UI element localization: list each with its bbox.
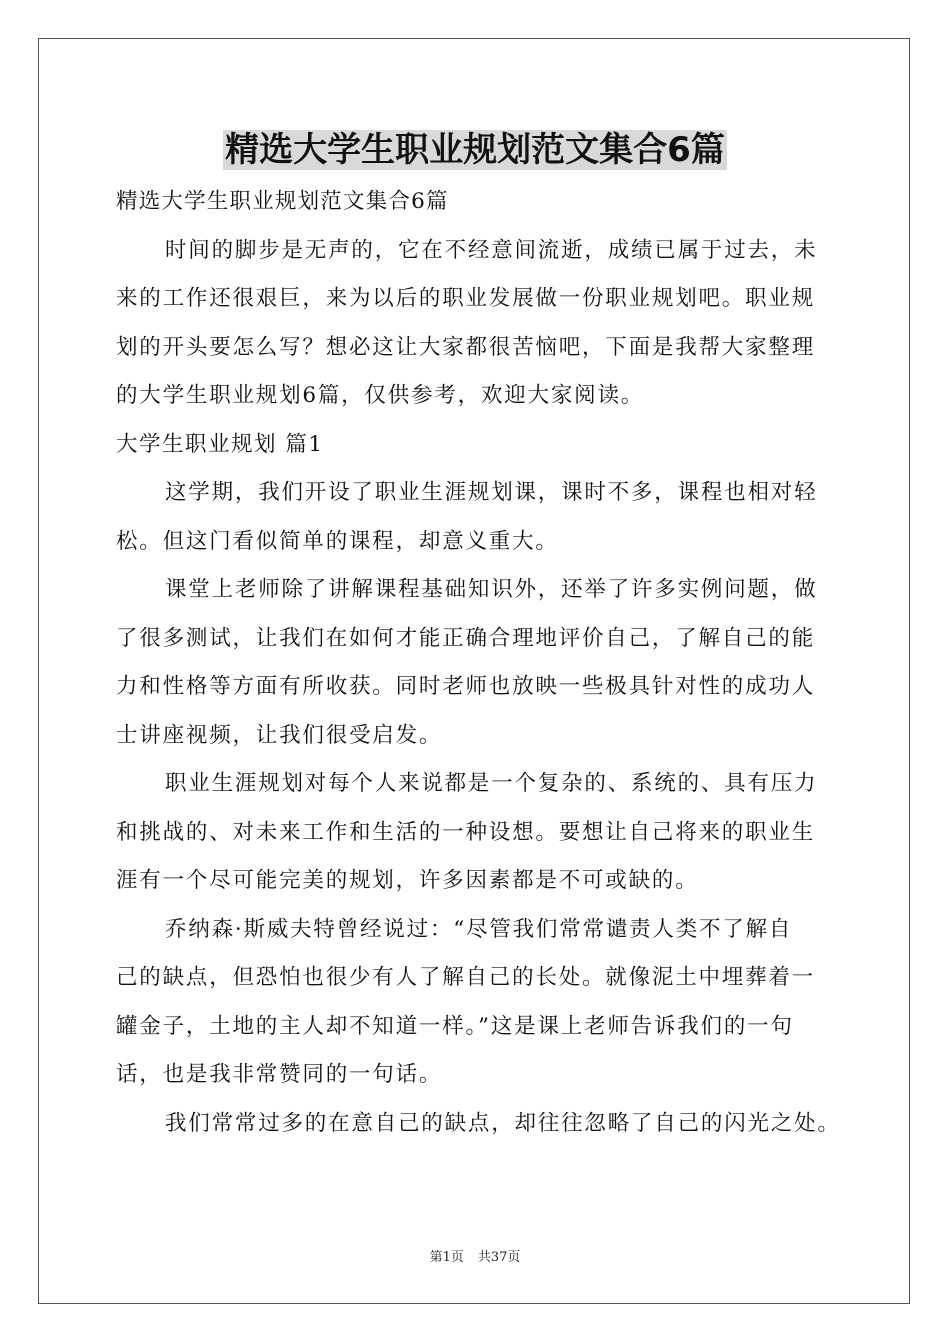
text-line: 力和性格等方面有所收获。同时老师也放映一些极具针对性的成功人 — [116, 674, 816, 699]
page-total: 共37页 — [477, 1250, 521, 1265]
paragraph-2 — [116, 566, 856, 760]
text-line: 罐金子，土地的主人却不知道一样。”这是课上老师告诉我们的一句 — [116, 1013, 794, 1039]
document-subtitle: 精选大学生职业规划范文集合6篇 — [116, 189, 449, 214]
intro-paragraph — [116, 227, 856, 421]
text-line: 划的开头要怎么写？想必这让大家都很苦恼吧，下面是我帮大家整理 — [116, 334, 816, 360]
section-heading: 大学生职业规划 篇1 — [116, 431, 324, 457]
text-line: 时间的脚步是无声的，它在不经意间流逝，成绩已属于过去，未 — [165, 237, 818, 263]
text-line: 我们常常过多的在意自己的缺点，却往往忽略了自己的闪光之处。 — [165, 1110, 841, 1136]
text-line: 士讲座视频，让我们很受启发。 — [116, 722, 443, 748]
text-line: 和挑战的、对未来工作和生活的一种设想。要想让自己将来的职业生 — [116, 819, 816, 845]
document-body — [116, 178, 856, 1148]
text-line: 乔纳森·斯威夫特曾经说过：“尽管我们常常谴责人类不了解自 — [165, 916, 793, 942]
text-line: 这学期，我们开设了职业生涯规划课，课时不多，课程也相对轻 — [165, 480, 818, 505]
text-line: 松。但这门看似简单的课程，却意义重大。 — [116, 528, 559, 554]
text-line: 涯有一个尽可能完美的规划，许多因素都是不可或缺的。 — [116, 868, 699, 893]
paragraph-5 — [116, 1100, 856, 1149]
paragraph-4 — [116, 906, 856, 1100]
text-line: 的大学生职业规划6篇，仅供参考，欢迎大家阅读。 — [116, 383, 645, 408]
page-footer — [0, 1246, 950, 1265]
text-line: 课堂上老师除了讲解课程基础知识外，还举了许多实例问题，做 — [165, 577, 818, 602]
page-number: 第1页 — [429, 1250, 464, 1265]
text-line: 己的缺点，但恐怕也很少有人了解自己的长处。就像泥土中埋葬着一 — [116, 965, 816, 990]
paragraph-1 — [116, 469, 856, 566]
text-line: 了很多测试，让我们在如何才能正确合理地评价自己，了解自己的能 — [116, 625, 816, 651]
text-line: 来的工作还很艰巨，来为以后的职业发展做一份职业规划吧。职业规 — [116, 286, 816, 311]
paragraph-3 — [116, 760, 856, 906]
text-line: 话，也是我非常赞同的一句话。 — [116, 1062, 443, 1087]
text-line: 职业生涯规划对每个人来说都是一个复杂的、系统的、具有压力 — [165, 771, 818, 796]
document-title-text: 精选大学生职业规划范文集合6篇 — [225, 130, 725, 170]
document-title — [0, 126, 950, 174]
